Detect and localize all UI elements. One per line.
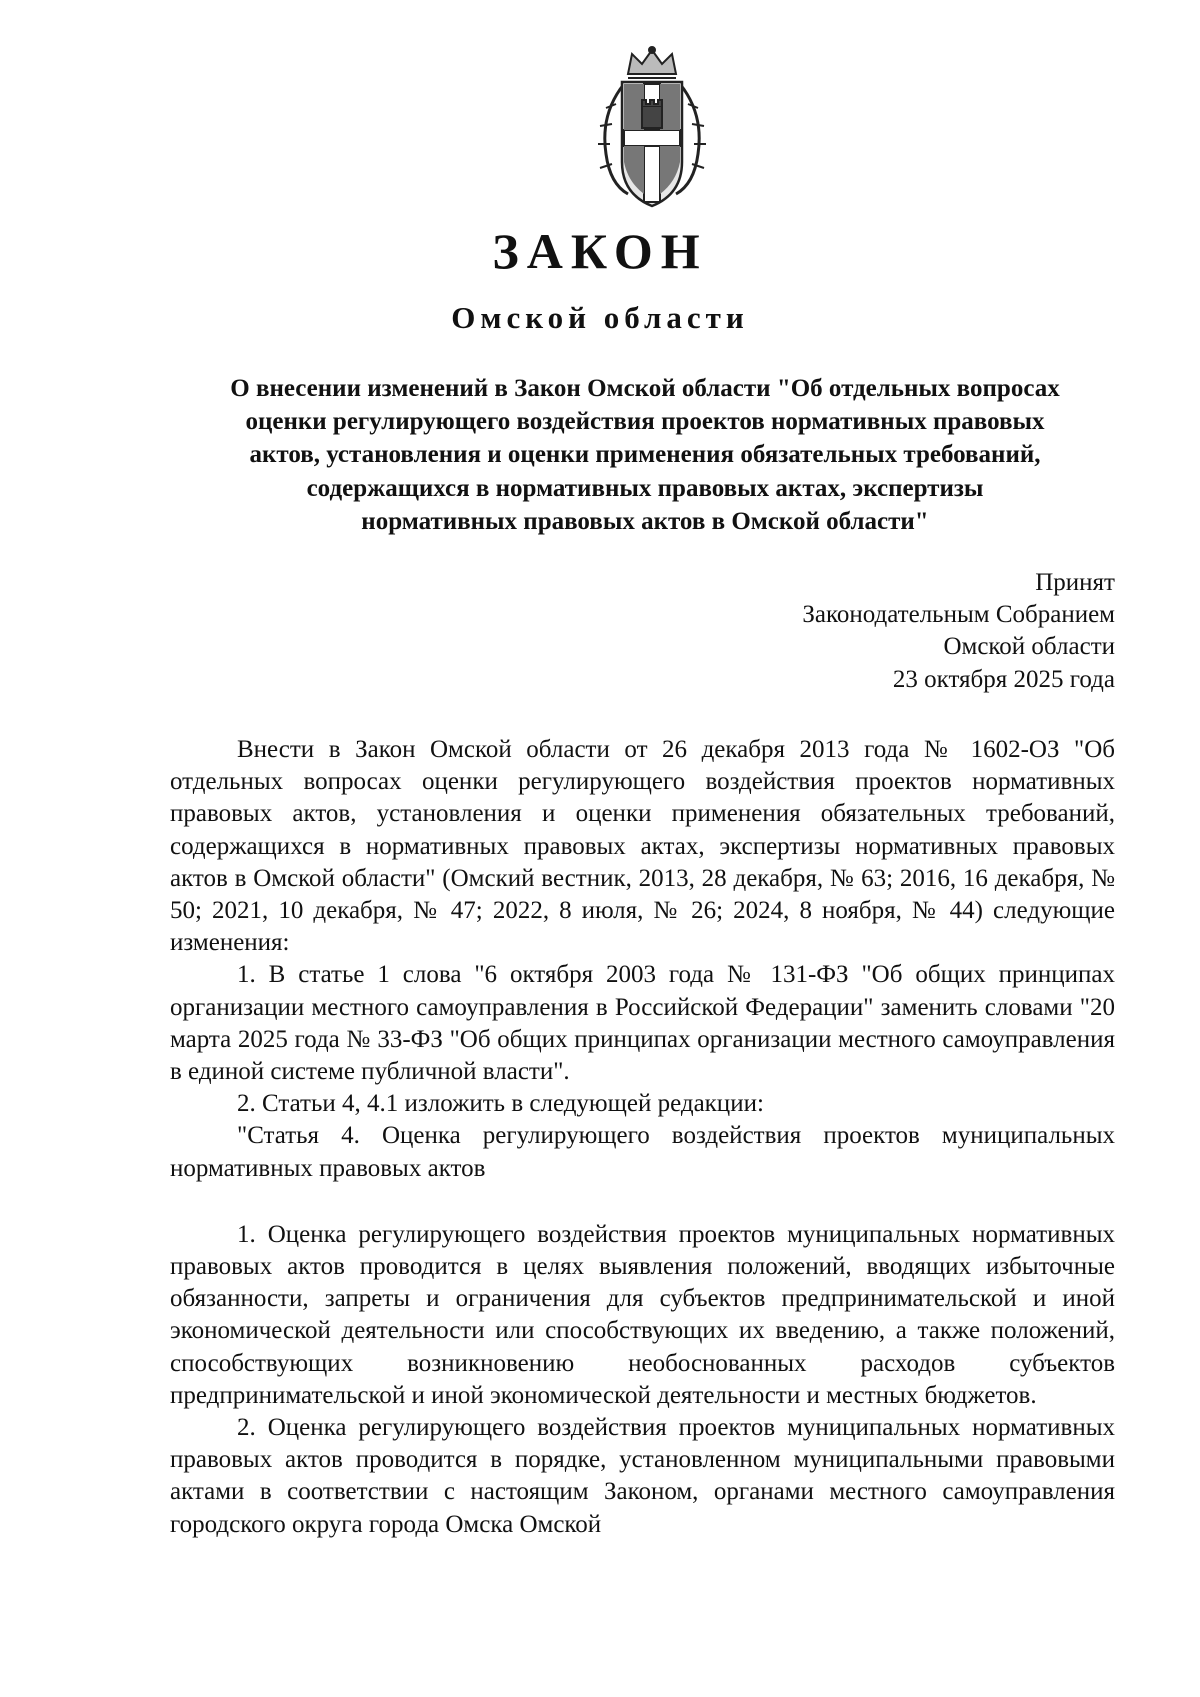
adoption-date: 23 октября 2025 года — [892, 665, 1115, 693]
adopted-label: Принят — [1035, 569, 1115, 596]
region-subtitle: Омской области — [451, 300, 749, 335]
body-paragraph: 2. Оценка регулирующего воздействия проектов муниципальных нормативных правовых актов проводится в порядке, установленном муниципальными правовыми актами в соответствии с настоящим Законом, органами местного самоуправления городского округа города Омска Омской — [170, 1414, 1115, 1538]
law-heading — [170, 372, 1120, 538]
body-paragraph: 1. Оценка регулирующего воздействия проектов муниципальных нормативных правовых актов проводится в целях выявления положений, вводящих избыточные обязанности, запреты и ограничения для субъектов предпринимательской и иной экономической деятельности или способствующих их введению, а также положений, способствующих возникновению необоснованных расходов субъектов предпринимательской и иной экономической деятельности и местных бюджетов. — [170, 1220, 1115, 1409]
article-heading: "Статья 4. Оценка регулирующего воздействия проектов муниципальных нормативных правовых актов — [170, 1122, 1115, 1182]
adopted-region: Омской области — [943, 633, 1115, 661]
omsk-coat-of-arms-icon — [588, 44, 716, 214]
law-body — [170, 734, 1115, 1541]
heading-line: актов, установления и оценки применения обязательных требований, — [249, 441, 1041, 469]
body-paragraph: 1. В статье 1 слова "6 октября 2003 года № 131-ФЗ "Об общих принципах организации местного самоуправления в Российской Федерации" заменить словами "20 марта 2025 года № 33-ФЗ "Об общих принципах организации местного самоуправления в единой системе публичной власти". — [170, 961, 1115, 1086]
adopted-by: Законодательным Собранием — [802, 601, 1115, 629]
heading-line: нормативных правовых актов в Омской области" — [361, 507, 929, 535]
heading-line: оценки регулирующего воздействия проектов нормативных правовых — [245, 408, 1045, 436]
law-title: ЗАКОН — [492, 223, 708, 279]
body-paragraph: 2. Статьи 4, 4.1 изложить в следующей редакции: — [237, 1090, 764, 1118]
heading-line: О внесении изменений в Закон Омской области "Об отдельных вопросах — [230, 375, 1060, 402]
adoption-block — [802, 567, 1115, 696]
body-paragraph: Внести в Закон Омской области от 26 декабря 2013 года № 1602-ОЗ "Об отдельных вопросах оценки регулирующего воздействия проектов нормативных правовых актов, установления и оценки применения обязательных требований, содержащихся в нормативных правовых актах, экспертизы нормативных правовых актов в Омской области" (Омский вестник, 2013, 28 декабря, № 63; 2016, 16 декабря, № 50; 2021, 10 декабря, № 47; 2022, 8 июля, № 26; 2024, 8 ноября, № 44) следующие изменения: — [170, 736, 1115, 957]
heading-line: содержащихся в нормативных правовых актах, экспертизы — [306, 474, 984, 502]
